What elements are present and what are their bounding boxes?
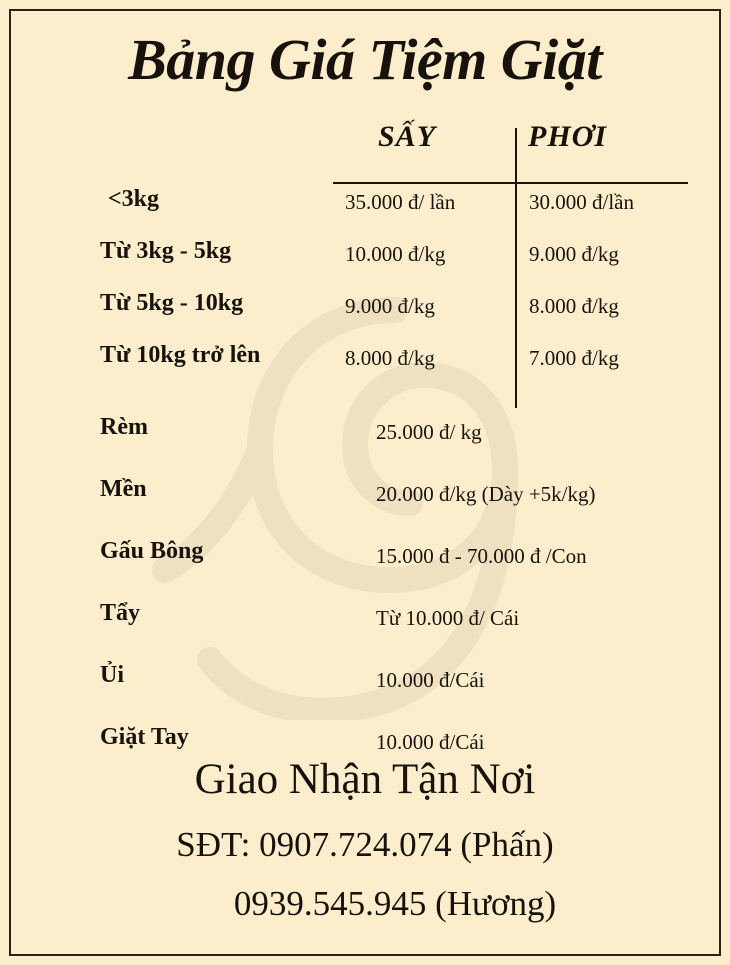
row-say-price: 10.000 đ/kg xyxy=(345,242,446,266)
table-row xyxy=(88,286,688,338)
list-item xyxy=(88,594,688,656)
row-phoi-price: 30.000 đ/lần xyxy=(529,190,634,214)
list-item xyxy=(88,656,688,718)
table-header xyxy=(88,120,688,182)
item-price: 10.000 đ/Cái xyxy=(376,668,485,692)
list-item xyxy=(88,408,688,470)
item-label: Rèm xyxy=(100,414,148,440)
item-label: Ủi xyxy=(100,662,124,688)
item-label: Giặt Tay xyxy=(100,724,189,750)
service-list xyxy=(88,408,688,780)
column-header-phoi: PHƠI xyxy=(528,120,607,153)
table-row xyxy=(88,182,688,234)
page-title: Bảng Giá Tiệm Giặt xyxy=(128,27,602,92)
column-header-say: SẤY xyxy=(378,120,437,153)
row-phoi-price: 9.000 đ/kg xyxy=(529,242,619,266)
table-row xyxy=(88,234,688,286)
table-row xyxy=(88,338,688,390)
row-label: <3kg xyxy=(108,186,160,212)
row-say-price: 9.000 đ/kg xyxy=(345,294,435,318)
list-item xyxy=(88,470,688,532)
row-label: Từ 10kg trở lên xyxy=(100,342,261,368)
item-price: 10.000 đ/Cái xyxy=(376,730,485,754)
phone-number-secondary: 0939.545.945 (Hương) xyxy=(233,884,557,923)
row-phoi-price: 7.000 đ/kg xyxy=(529,346,619,370)
item-price: 15.000 đ - 70.000 đ /Con xyxy=(376,544,587,568)
item-price: 20.000 đ/kg (Dày +5k/kg) xyxy=(376,482,596,506)
row-label: Từ 3kg - 5kg xyxy=(100,238,232,264)
item-price: Từ 10.000 đ/ Cái xyxy=(376,606,520,630)
delivery-note: Giao Nhận Tận Nơi xyxy=(194,756,536,803)
phone-number-primary: SĐT: 0907.724.074 (Phấn) xyxy=(176,825,554,864)
item-label: Mền xyxy=(100,476,147,502)
row-phoi-price: 8.000 đ/kg xyxy=(529,294,619,318)
item-label: Tẩy xyxy=(100,600,141,626)
row-label: Từ 5kg - 10kg xyxy=(100,290,244,316)
price-table xyxy=(88,120,688,390)
item-price: 25.000 đ/ kg xyxy=(376,420,482,444)
row-say-price: 35.000 đ/ lần xyxy=(345,190,456,214)
list-item xyxy=(88,532,688,594)
item-label: Gấu Bông xyxy=(100,538,204,564)
row-say-price: 8.000 đ/kg xyxy=(345,346,435,370)
